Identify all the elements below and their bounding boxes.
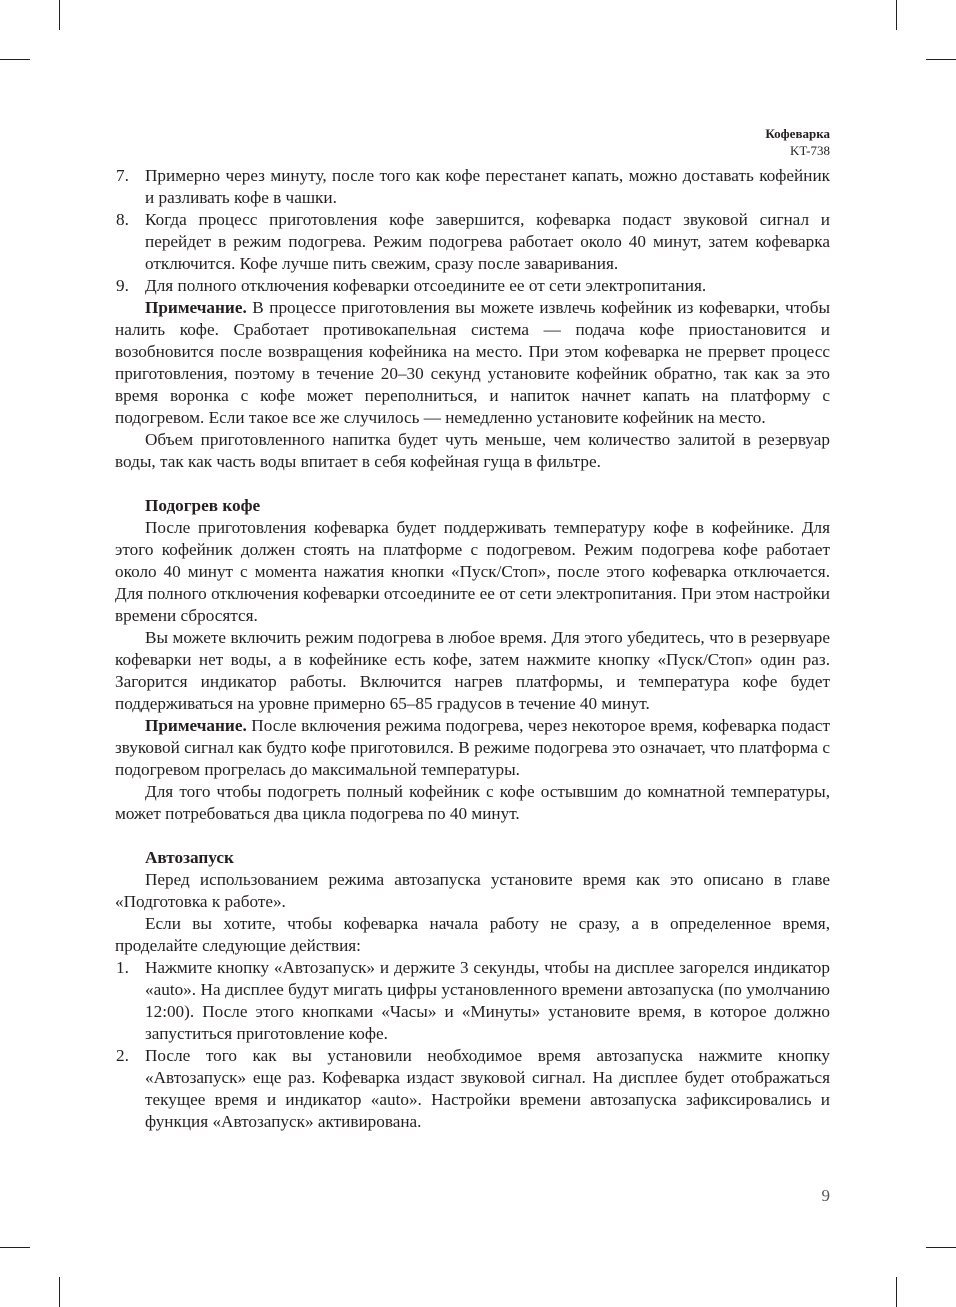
list-text: Когда процесс приготовления кофе завершится, кофеварка подаст звуковой сигнал и перейдет в режим подогрева. Режим подогрева работает около 40 минут, затем кофеварка отключится. Кофе лучше пить свежим, сразу после заваривания.: [145, 210, 830, 273]
note-text: В процессе приготовления вы можете извлечь кофейник из кофеварки, чтобы налить кофе. Сработает противокапельная система — подача кофе приостановится и возобновится после возвращения кофейника на место. При этом кофеварка не прервет процесс приготовления, поэтому в течение 20–30 секунд установите кофейник обратно, так как за это время воронка с кофе может переполниться, и напиток начнет капать на платформу с подогревом. Если такое все же случилось — немедленно установите кофейник на место.: [115, 298, 830, 427]
paragraph: Перед использованием режима автозапуска установите время как это описано в главе «Подготовка к работе».: [115, 870, 830, 911]
page-body: [115, 165, 830, 1133]
paragraph: Вы можете включить режим подогрева в любое время. Для этого убедитесь, что в резервуаре кофеварки нет воды, а в кофейнике есть кофе, затем нажмите кнопку «Пуск/Стоп» один раз. Загорится индикатор работы. Включится нагрев платформы, и температура кофе будет поддерживаться на уровне примерно 65–85 градусов в течение 40 минут.: [115, 628, 830, 713]
list-item: [115, 165, 830, 209]
list-item: [115, 957, 830, 1045]
list-number: 7.: [116, 166, 129, 185]
list-number: 9.: [116, 276, 129, 295]
crop-mark: [896, 1277, 897, 1307]
header-model: KT-738: [790, 143, 830, 158]
section-heading: Подогрев кофе: [145, 496, 261, 515]
paragraph: Если вы хотите, чтобы кофеварка начала работу не сразу, а в определенное время, проделайте следующие действия:: [115, 914, 830, 955]
list-item: [115, 209, 830, 275]
list-number: 8.: [116, 210, 129, 229]
crop-mark: [0, 59, 30, 60]
list-text: Примерно через минуту, после того как кофе перестанет капать, можно доставать кофейник и разливать кофе в чашки.: [145, 166, 830, 207]
running-header: [765, 125, 830, 159]
crop-mark: [896, 0, 897, 30]
list-text: Для полного отключения кофеварки отсоедините ее от сети электропитания.: [145, 276, 707, 295]
list-number: 2.: [116, 1046, 129, 1065]
list-item: [115, 1045, 830, 1133]
crop-mark: [926, 59, 956, 60]
list-number: 1.: [116, 958, 129, 977]
note-paragraph: [115, 715, 830, 781]
list-text: После того как вы установили необходимое время автозапуска нажмите кнопку «Автозапуск» еще раз. Кофеварка издаст звуковой сигнал. На дисплее будет отображаться текущее время и индикатор «auto». Настройки времени автозапуска зафиксировались и функция «Автозапуск» активирована.: [145, 1046, 830, 1131]
crop-mark: [0, 1247, 30, 1248]
list-item: [115, 275, 830, 297]
note-paragraph: [115, 297, 830, 429]
note-label: Примечание.: [145, 716, 247, 735]
paragraph: Для того чтобы подогреть полный кофейник с кофе остывшим до комнатной температуры, может потребоваться два цикла подогрева по 40 минут.: [115, 782, 830, 823]
paragraph: После приготовления кофеварка будет поддерживать температуру кофе в кофейнике. Для этого кофейник должен стоять на платформе с подогревом. Режим подогрева кофе работает около 40 минут с момента нажатия кнопки «Пуск/Стоп», после этого кофеварка отключается. Для полного отключения кофеварки отсоедините ее от сети электропитания. При этом настройки времени сбросятся.: [115, 518, 830, 625]
paragraph: Объем приготовленного напитка будет чуть меньше, чем количество залитой в резервуар воды, так как часть воды впитает в себя кофейная гуща в фильтре.: [115, 430, 830, 471]
list-text: Нажмите кнопку «Автозапуск» и держите 3 секунды, чтобы на дисплее загорелся индикатор «auto». На дисплее будут мигать цифры установленного времени автозапуска (по умолчанию 12:00). После этого кнопками «Часы» и «Минуты» установите время, в которое должно запуститься приготовление кофе.: [145, 958, 830, 1043]
section-heading: Автозапуск: [145, 848, 234, 867]
crop-mark: [59, 1277, 60, 1307]
header-brand: Кофеварка: [765, 126, 830, 141]
note-text: После включения режима подогрева, через некоторое время, кофеварка подаст звуковой сигнал как будто кофе приготовился. В режиме подогрева это означает, что платформа с подогревом прогрелась до максимальной температуры.: [115, 716, 830, 779]
crop-mark: [926, 1247, 956, 1248]
crop-mark: [59, 0, 60, 30]
note-label: Примечание.: [145, 298, 247, 317]
page-number: 9: [821, 1186, 830, 1205]
